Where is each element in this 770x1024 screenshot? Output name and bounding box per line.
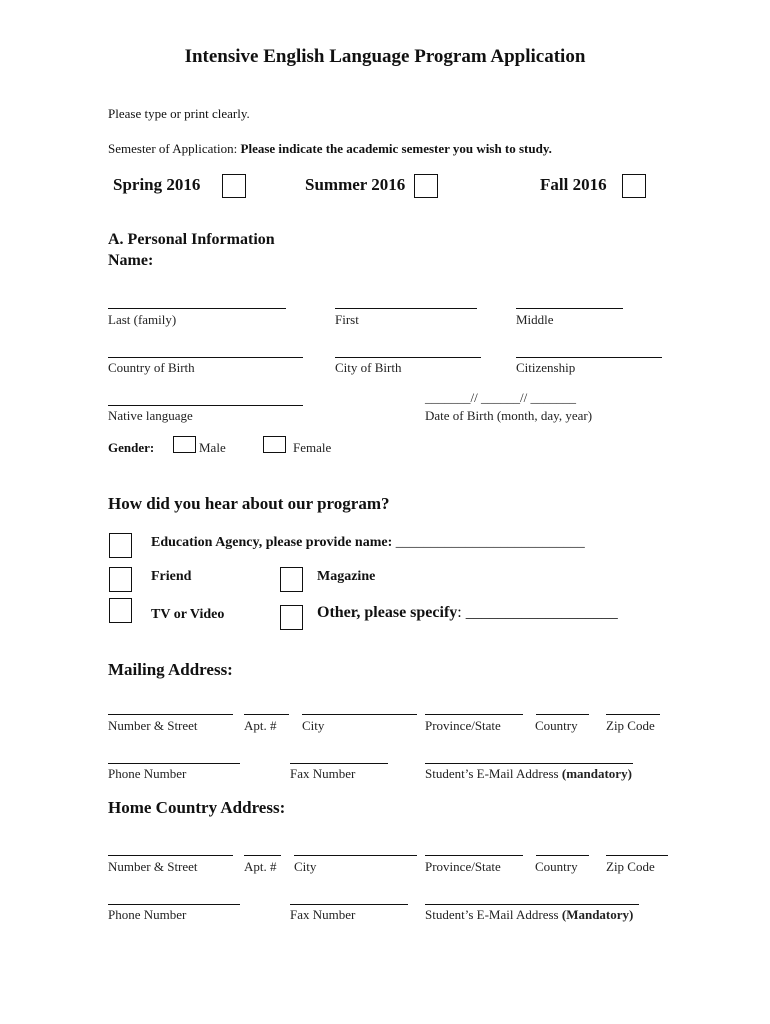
home-province-field[interactable] [425,855,523,856]
semester-fall-checkbox[interactable] [622,174,646,198]
hear-agency-text: Education Agency, please provide name: [151,535,396,550]
mailing-email-note: (mandatory) [561,766,632,781]
mailing-email-field[interactable] [425,763,633,764]
semester-spring-checkbox[interactable] [222,174,246,198]
native-language-field[interactable] [108,405,303,406]
hear-magazine-label: Magazine [317,569,376,584]
hear-agency-checkbox[interactable] [109,533,132,558]
mailing-city-field[interactable] [302,714,417,715]
home-fax-label: Fax Number [290,907,356,922]
home-city-field[interactable] [294,855,417,856]
gender-male-checkbox[interactable] [173,436,196,453]
hear-magazine-checkbox[interactable] [280,567,303,592]
instructions-text: Please type or print clearly. [108,106,250,121]
mailing-apt-field[interactable] [244,714,289,715]
page-title: Intensive English Language Program Application [184,46,586,67]
middle-name-label: Middle [516,312,554,327]
hear-other-checkbox[interactable] [280,605,303,630]
mailing-city-label: City [302,718,325,733]
last-name-field[interactable] [108,308,286,309]
citizenship-label: Citizenship [516,360,576,375]
home-street-field[interactable] [108,855,233,856]
city-of-birth-field[interactable] [335,357,481,358]
city-of-birth-label: City of Birth [335,360,402,375]
home-email-note: (Mandatory) [561,907,634,922]
mailing-phone-field[interactable] [108,763,240,764]
first-name-label: First [335,312,359,327]
semester-label: Semester of Application: [108,141,238,156]
gender-male-label: Male [199,440,226,455]
home-email-field[interactable] [425,904,639,905]
home-country-field[interactable] [536,855,589,856]
hear-heading: How did you hear about our program? [108,494,390,513]
hear-friend-label: Friend [151,569,192,584]
mailing-fax-label: Fax Number [290,766,356,781]
home-email-label [425,907,633,923]
mailing-zip-field[interactable] [606,714,660,715]
gender-female-checkbox[interactable] [263,436,286,453]
semester-prompt [108,141,552,157]
semester-summer-checkbox[interactable] [414,174,438,198]
mailing-province-field[interactable] [425,714,523,715]
gender-female-label: Female [293,440,332,455]
mailing-email-label [425,766,632,782]
semester-instruction: Please indicate the academic semester you wish to study. [240,141,552,156]
date-of-birth-field[interactable]: _______// ______// _______ [425,390,576,405]
home-zip-field[interactable] [606,855,668,856]
mailing-apt-label: Apt. # [244,718,277,733]
country-of-birth-label: Country of Birth [108,360,195,375]
hear-other-field[interactable]: : ___________________ [457,604,618,621]
hear-agency-label [151,535,585,551]
mailing-street-field[interactable] [108,714,233,715]
first-name-field[interactable] [335,308,477,309]
name-heading: Name: [108,252,154,269]
mailing-email-text: Student’s E-Mail Address [425,766,562,781]
semester-spring-label: Spring 2016 [113,175,201,194]
mailing-country-label: Country [535,718,578,733]
hear-tv-label: TV or Video [151,607,225,622]
home-fax-field[interactable] [290,904,408,905]
mailing-address-heading: Mailing Address: [108,660,233,679]
native-language-label: Native language [108,408,193,423]
hear-agency-field[interactable]: ___________________________ [395,535,585,550]
citizenship-field[interactable] [516,357,662,358]
date-of-birth-label: Date of Birth (month, day, year) [425,408,593,423]
home-address-heading: Home Country Address: [108,798,286,817]
hear-other-text: Other, please specify [317,604,458,621]
mailing-phone-label: Phone Number [108,766,187,781]
country-of-birth-field[interactable] [108,357,303,358]
home-email-text: Student’s E-Mail Address [425,907,562,922]
home-city-label: City [294,859,317,874]
last-name-label: Last (family) [108,312,177,327]
semester-fall-label: Fall 2016 [540,175,607,194]
home-apt-field[interactable] [244,855,281,856]
mailing-province-label: Province/State [425,718,501,733]
hear-friend-checkbox[interactable] [109,567,132,592]
mailing-fax-field[interactable] [290,763,388,764]
gender-label: Gender: [108,440,155,455]
home-street-label: Number & Street [108,859,198,874]
home-apt-label: Apt. # [244,859,277,874]
mailing-zip-label: Zip Code [606,718,655,733]
home-country-label: Country [535,859,578,874]
hear-tv-checkbox[interactable] [109,598,132,623]
semester-summer-label: Summer 2016 [305,175,406,194]
hear-other-label [317,604,618,622]
mailing-country-field[interactable] [536,714,589,715]
home-phone-field[interactable] [108,904,240,905]
middle-name-field[interactable] [516,308,623,309]
home-phone-label: Phone Number [108,907,187,922]
mailing-street-label: Number & Street [108,718,198,733]
home-zip-label: Zip Code [606,859,655,874]
home-province-label: Province/State [425,859,501,874]
personal-info-heading: A. Personal Information [108,231,275,248]
